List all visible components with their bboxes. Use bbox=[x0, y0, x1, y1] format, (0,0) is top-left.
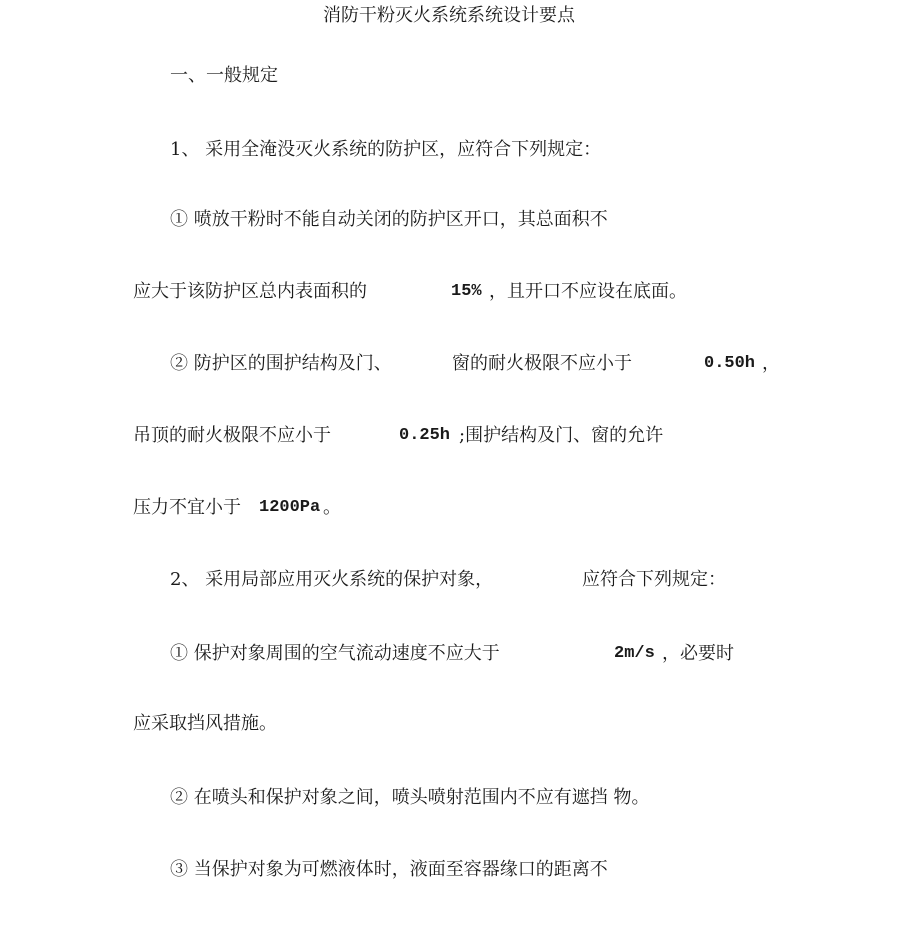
item-1-1-line-2-text-a: 应大于该防护区总内表面积的 bbox=[133, 281, 367, 302]
enclosure-fire-rating: 0.50h bbox=[704, 354, 756, 373]
item-2-heading-text-a: 2、 采用局部应用灭火系统的保护对象， bbox=[170, 569, 494, 590]
section-heading-general: 一、一般规定 bbox=[170, 65, 278, 86]
item-2-1-line-1-text-a: ① 保护对象周围的空气流动速度不应大于 bbox=[170, 643, 500, 664]
item-1-2-line-1 bbox=[170, 352, 830, 376]
item-1-2-line-2 bbox=[133, 424, 793, 448]
document-title: 消防干粉灭火系统系统设计要点 bbox=[323, 5, 575, 26]
item-2-3-line-1: ③ 当保护对象为可燃液体时，液面至容器缘口的距离不 bbox=[170, 859, 608, 880]
ceiling-fire-rating: 0.25h bbox=[399, 426, 451, 445]
item-1-1-line-1: ① 喷放干粉时不能自动关闭的防护区开口，其总面积不 bbox=[170, 209, 608, 230]
item-2-1-line-2: 应采取挡风措施。 bbox=[133, 713, 277, 734]
item-1-2-line-1-text-a: ② 防护区的围护结构及门、 bbox=[170, 353, 392, 374]
item-1-2-line-3-text-a: 压力不宜小于 bbox=[133, 497, 241, 518]
item-1-2-line-1-text-c: ， bbox=[762, 353, 780, 374]
item-1-heading: 1、 采用全淹没灭火系统的防护区，应符合下列规定： bbox=[170, 139, 602, 160]
item-1-2-line-1-text-b: 窗的耐火极限不应小于 bbox=[452, 353, 632, 374]
item-2-1-line-1 bbox=[170, 642, 770, 666]
air-flow-speed: 2m/s bbox=[614, 644, 655, 663]
allowable-pressure: 1200Pa bbox=[259, 498, 321, 517]
item-1-1-line-2 bbox=[133, 280, 833, 304]
item-1-2-line-2-text-b: ;围护结构及门、窗的允许 bbox=[459, 425, 664, 446]
item-1-2-line-3 bbox=[133, 496, 533, 520]
item-1-1-line-2-text-b: ，且开口不应设在底面。 bbox=[489, 281, 687, 302]
item-2-1-line-1-text-b: ，必要时 bbox=[662, 643, 734, 664]
opening-area-percent: 15% bbox=[451, 282, 482, 301]
item-2-heading-text-b: 应符合下列规定： bbox=[582, 569, 726, 590]
item-1-2-line-3-text-b: 。 bbox=[323, 497, 341, 518]
item-2-heading bbox=[170, 568, 770, 592]
item-2-2-line-1: ② 在喷头和保护对象之间，喷头喷射范围内不应有遮挡 物。 bbox=[170, 787, 650, 808]
item-1-2-line-2-text-a: 吊顶的耐火极限不应小于 bbox=[133, 425, 331, 446]
